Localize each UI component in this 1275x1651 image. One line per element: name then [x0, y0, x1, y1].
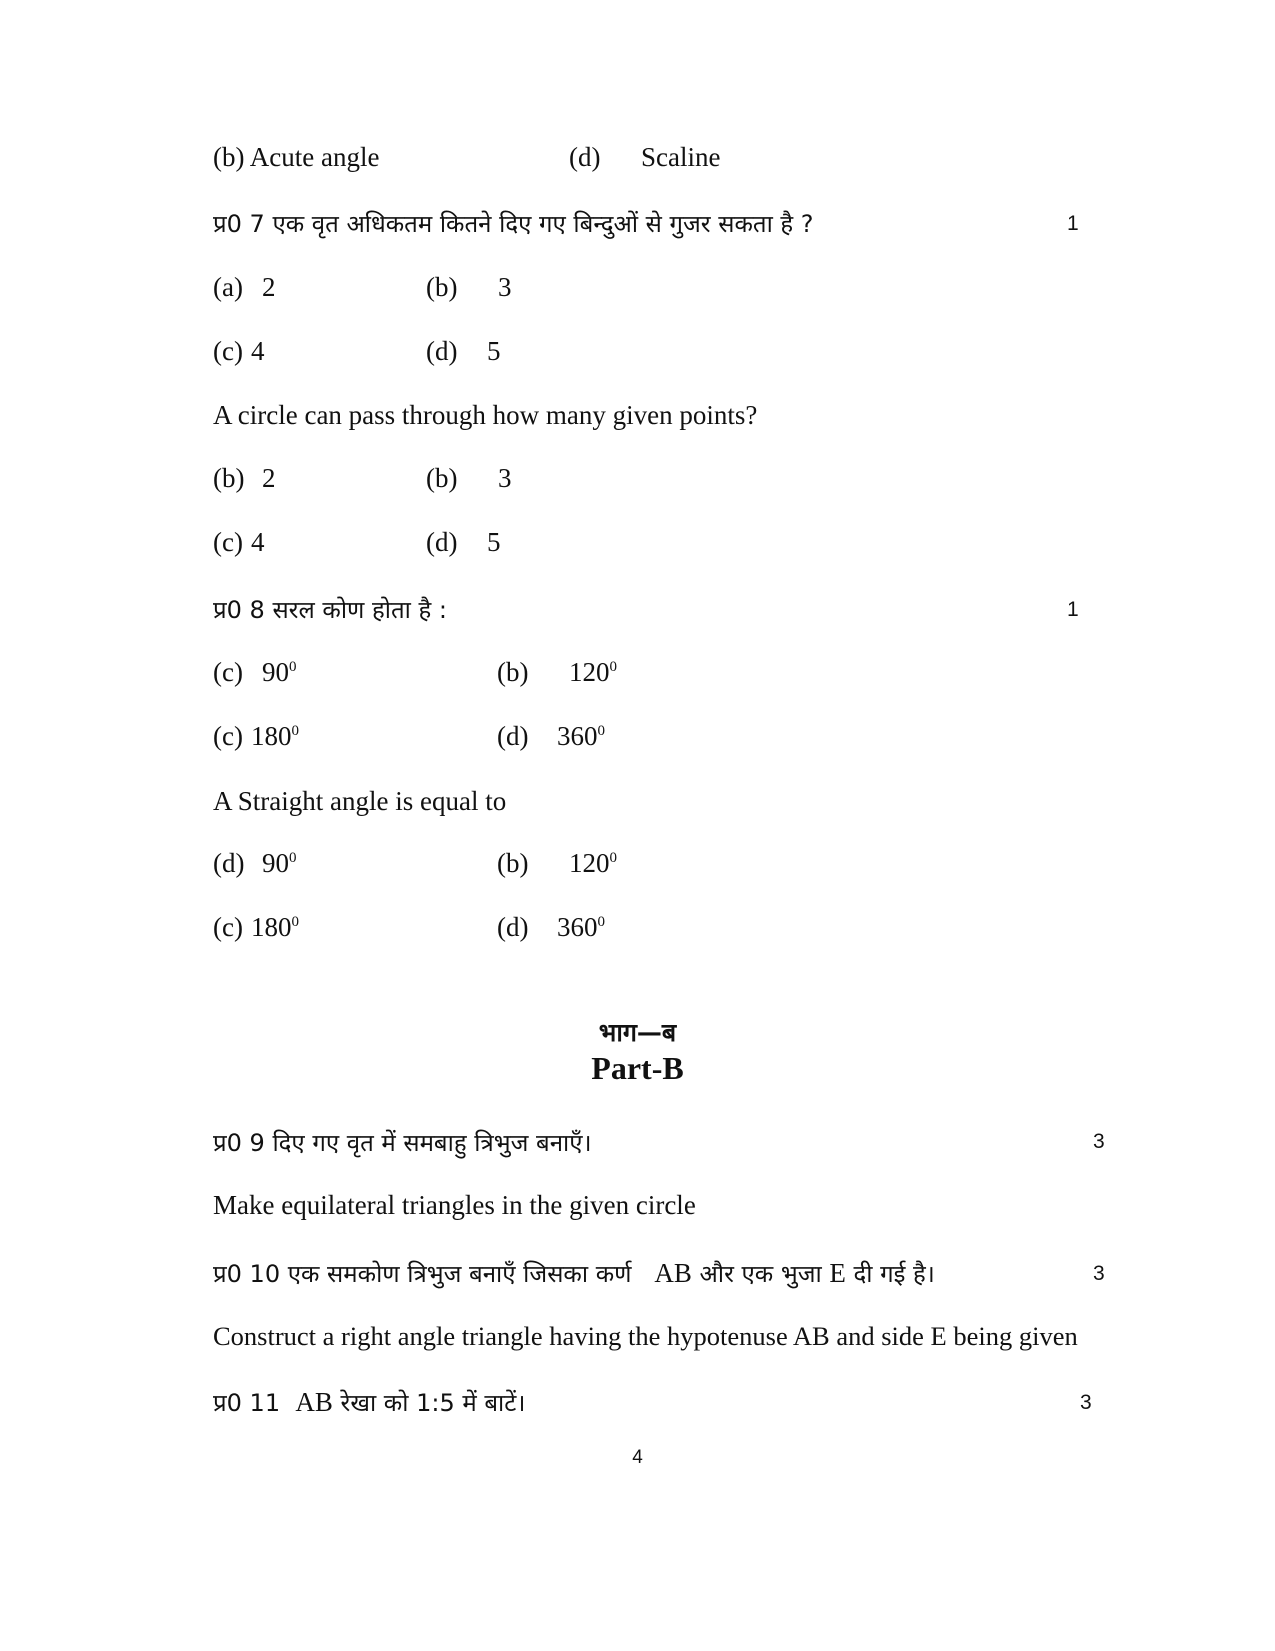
q8-en-opt-3-number: 180: [251, 912, 292, 942]
q8-hi-opt-3-degree: 0: [291, 723, 299, 739]
q10-english-text: Construct a right angle triangle having the hypotenuse AB and side E being given: [213, 1321, 1078, 1351]
q8-en-opt-2-value: [569, 848, 617, 879]
page-number: 4: [632, 1447, 643, 1468]
q7-en-opt-1-label: (b): [213, 463, 245, 493]
q8-en-opt-1-label: (d): [213, 848, 245, 878]
q8-hi-opt-1-number: 90: [262, 657, 289, 687]
q8-en-opt-1-value: [262, 848, 297, 879]
q8-hi-opt-2-number: 120: [569, 657, 610, 687]
q10-hindi-text: [213, 1257, 935, 1290]
q7-hindi-text: प्र0 7 एक वृत अधिकतम कितने दिए गए बिन्दुओं से गुजर सकता है ?: [213, 210, 814, 238]
q11-hindi-part-1: प्र0 11: [213, 1389, 281, 1417]
q8-english-text: A Straight angle is equal to: [213, 786, 507, 816]
q9-marks: 3: [1093, 1130, 1105, 1153]
q7-english-text: A circle can pass through how many given points?: [213, 400, 758, 430]
q7-hi-opt-a-label: (a): [213, 272, 243, 302]
q8-hindi-text: प्र0 8 सरल कोण होता है :: [213, 596, 447, 624]
q10-hindi-part-3: दी गई है।: [853, 1260, 935, 1288]
q10-e-label: E: [829, 1258, 846, 1288]
q7-hi-opt-b-label: (b): [426, 272, 458, 302]
q8-en-opt-3-degree: 0: [291, 914, 299, 930]
part-b-hindi-heading: भाग—ब: [598, 1018, 677, 1047]
q8-hi-opt-1-degree: 0: [289, 659, 297, 675]
q8-hi-opt-1-label: (c): [213, 657, 243, 687]
q11-ab-label: AB: [295, 1387, 333, 1417]
q8-marks: 1: [1067, 598, 1079, 621]
q8-en-opt-2-degree: 0: [609, 850, 617, 866]
q11-marks: 3: [1080, 1391, 1092, 1414]
q7-hi-opt-b-value: 3: [498, 272, 512, 302]
q8-hi-opt-1-value: [262, 657, 297, 688]
q7-marks: 1: [1067, 212, 1079, 235]
q9-hindi-text: प्र0 9 दिए गए वृत में समबाहु त्रिभुज बनाएँ।: [213, 1129, 592, 1157]
q8-en-opt-3-label: (c): [213, 912, 243, 942]
q7-hi-opt-c-label: (c): [213, 336, 243, 366]
q7-hi-opt-c-value: 4: [251, 336, 265, 366]
q8-en-opt-4-label: (d): [497, 912, 529, 942]
q11-hindi-part-2: रेखा को 1:5 में बाटें।: [340, 1389, 526, 1417]
q10-hindi-part-1: प्र0 10 एक समकोण त्रिभुज बनाएँ जिसका कर्ण: [213, 1260, 632, 1288]
q7-en-opt-2-label: (b): [426, 463, 458, 493]
q7-hi-opt-d-label: (d): [426, 336, 458, 366]
option-acute-angle: (b) Acute angle: [213, 142, 380, 172]
q7-en-opt-3-label: (c): [213, 527, 243, 557]
q8-en-opt-4-number: 360: [557, 912, 598, 942]
q8-hi-opt-2-value: [569, 657, 617, 688]
q8-hi-opt-3-value: [251, 721, 299, 752]
q7-en-opt-4-value: 5: [487, 527, 501, 557]
q8-en-opt-4-degree: 0: [597, 914, 605, 930]
q7-en-opt-1-value: 2: [262, 463, 276, 493]
q8-hi-opt-4-degree: 0: [597, 723, 605, 739]
q8-hi-opt-4-value: [557, 721, 605, 752]
q8-en-opt-2-number: 120: [569, 848, 610, 878]
q8-hi-opt-2-degree: 0: [609, 659, 617, 675]
q9-english-text: Make equilateral triangles in the given circle: [213, 1190, 696, 1220]
q7-en-opt-3-value: 4: [251, 527, 265, 557]
q8-en-opt-4-value: [557, 912, 605, 943]
q11-hindi-text: [213, 1386, 525, 1419]
q10-ab-label: AB: [654, 1258, 692, 1288]
q8-en-opt-1-degree: 0: [289, 850, 297, 866]
q8-hi-opt-3-number: 180: [251, 721, 292, 751]
option-scaline: Scaline: [641, 142, 721, 172]
q8-en-opt-1-number: 90: [262, 848, 289, 878]
q7-hi-opt-a-value: 2: [262, 272, 276, 302]
q8-hi-opt-4-label: (d): [497, 721, 529, 751]
q7-hi-opt-d-value: 5: [487, 336, 501, 366]
option-d-label: (d): [569, 142, 601, 172]
q8-hi-opt-4-number: 360: [557, 721, 598, 751]
q7-en-opt-2-value: 3: [498, 463, 512, 493]
q8-hi-opt-3-label: (c): [213, 721, 243, 751]
q8-en-opt-3-value: [251, 912, 299, 943]
q8-en-opt-2-label: (b): [497, 848, 529, 878]
q7-en-opt-4-label: (d): [426, 527, 458, 557]
q8-hi-opt-2-label: (b): [497, 657, 529, 687]
part-b-heading: Part-B: [591, 1050, 684, 1086]
q10-marks: 3: [1093, 1262, 1105, 1285]
q10-hindi-part-2: और एक भुजा: [699, 1260, 822, 1288]
